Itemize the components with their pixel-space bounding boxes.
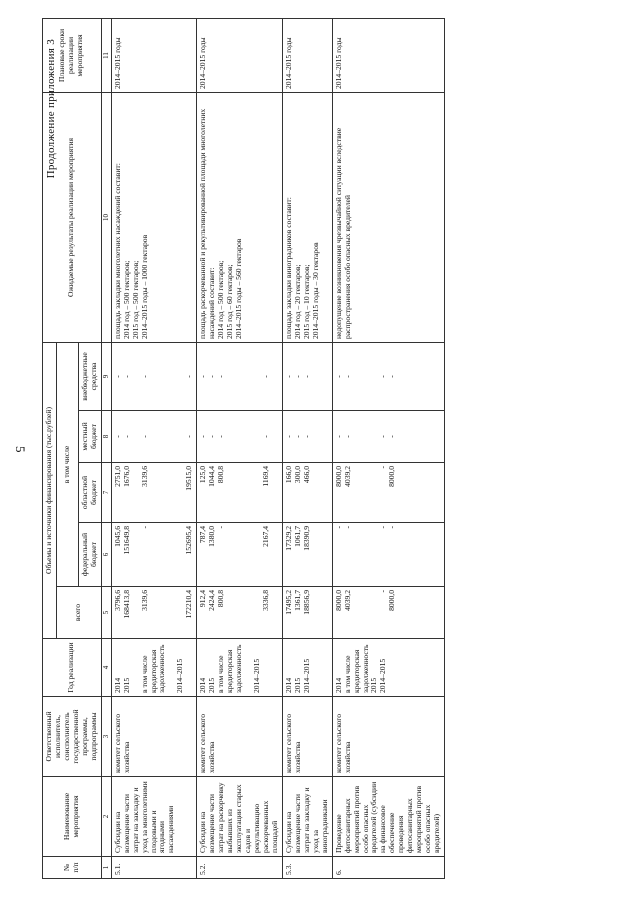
regional: 166,0 300,0 466,0 xyxy=(282,463,332,523)
table-row xyxy=(282,18,332,878)
col-index: 7 xyxy=(101,463,111,523)
header-extra: внебюджетные средства xyxy=(78,342,101,410)
measure-name: Субсидии на возмещение части затрат на закладку и уход за виноградниками xyxy=(282,777,332,857)
col-index: 9 xyxy=(101,342,111,410)
header-regional: областной бюджет xyxy=(78,463,101,523)
col-index: 8 xyxy=(101,411,111,463)
local: - - - - xyxy=(332,411,444,463)
extra: - - - xyxy=(282,342,332,410)
local: - - - - xyxy=(197,411,283,463)
header-results: Ожидаемые результаты реализации мероприятия xyxy=(43,92,102,342)
measure-name: Субсидии на возмещение части затрат на закладку и уход за многолетними плодовыми и ягодными насаждениями xyxy=(111,777,197,857)
executor: комитет сельского хозяйства xyxy=(197,697,283,777)
header-name: Наименование мероприятия xyxy=(43,777,102,857)
federal: 1045,6 151649,8 - 152695,4 xyxy=(111,523,197,587)
total: 17495,2 1361,7 18856,9 xyxy=(282,587,332,639)
regional: 125,0 1044,4 800,8 1169,4 xyxy=(197,463,283,523)
header-funding: Объемы и источники финансирования (тыс.рублей) xyxy=(43,342,57,638)
years: 2014 2015 в том числе кредиторская задолженность 2014–2015 xyxy=(197,639,283,697)
results: площадь закладки многолетних насаждений составит: 2014 год – 500 гектаров; 2015 год – 500 гектаров; 2014–2015 годы – 1000 гектаров xyxy=(111,92,197,342)
col-index: 2 xyxy=(101,777,111,857)
table-row xyxy=(332,18,444,878)
measure-name: Проведение фитосанитарных мероприятий против особо опасных вредителей (субсидии на финансовое обеспечение проведения фитосанитарных мероприятий против особо опасных вредителей) xyxy=(332,777,444,857)
col-index: 5 xyxy=(101,587,111,639)
total: 3796,6 168413,8 3139,6 172210,4 xyxy=(111,587,197,639)
total: 912,4 2424,4 800,8 3336,8 xyxy=(197,587,283,639)
total: 8000,0 4039,2 - 8000,0 xyxy=(332,587,444,639)
terms: 2014–2015 годы xyxy=(282,18,332,92)
terms: 2014–2015 годы xyxy=(111,18,197,92)
terms: 2014–2015 годы xyxy=(332,18,444,92)
header-total: всего xyxy=(56,587,101,639)
years: 2014 в том числе кредиторская задолженность 2015 2014–2015 xyxy=(332,639,444,697)
row-number: 5.1. xyxy=(111,857,197,879)
row-number: 5.3. xyxy=(282,857,332,879)
regional: 8000,0 4039,2 - 8000,0 xyxy=(332,463,444,523)
header-terms: Плановые сроки реализации мероприятия xyxy=(43,18,102,92)
executor: комитет сельского хозяйства xyxy=(332,697,444,777)
local: - - - xyxy=(282,411,332,463)
col-index: 1 xyxy=(101,857,111,879)
page-number: 5 xyxy=(13,446,28,453)
continuation-title: Продолжение приложения 3 xyxy=(45,39,57,179)
header-year: Год реализации xyxy=(43,639,102,697)
row-number: 5.2. xyxy=(197,857,283,879)
header-local: местный бюджет xyxy=(78,411,101,463)
results: недопущение возникновения чрезвычайной ситуации вследствие распространения особо опасных вредителей xyxy=(332,92,444,342)
col-index: 4 xyxy=(101,639,111,697)
federal: 787,4 1380,0 - 2167,4 xyxy=(197,523,283,587)
header-incl: в том числе xyxy=(56,342,78,586)
table-row xyxy=(111,18,197,878)
terms: 2014–2015 годы xyxy=(197,18,283,92)
col-index: 10 xyxy=(101,92,111,342)
col-index: 6 xyxy=(101,523,111,587)
executor: комитет сельского хозяйства xyxy=(111,697,197,777)
federal: - - - - xyxy=(332,523,444,587)
extra: - - - - xyxy=(111,342,197,410)
col-index: 3 xyxy=(101,697,111,777)
header-executor: Ответственный исполнитель, соисполнитель государственной программы, подпрограммы xyxy=(43,697,102,777)
executor: комитет сельского хозяйства xyxy=(282,697,332,777)
local: - - - - xyxy=(111,411,197,463)
federal: 17329,2 1061,7 18390,9 xyxy=(282,523,332,587)
extra: - - - - xyxy=(332,342,444,410)
years: 2014 2015 в том числе кредиторская задолженность 2014–2015 xyxy=(111,639,197,697)
column-index-row xyxy=(101,18,111,878)
header-federal: федеральный бюджет xyxy=(78,523,101,587)
header-no: № п/п xyxy=(43,857,102,879)
measure-name: Субсидии на возмещение части затрат на раскорчевку выбывших из эксплуатации старых садов и рекультивацию раскорчеванных площадей xyxy=(197,777,283,857)
funding-table xyxy=(42,18,445,879)
results: площадь закладки виноградников составит: 2014 год – 20 гектаров; 2015 год – 10 гектаров; 2014–2015 годы – 30 гектаров xyxy=(282,92,332,342)
table-row xyxy=(197,18,283,878)
header-row-1 xyxy=(43,18,57,878)
years: 2014 2015 2014–2015 xyxy=(282,639,332,697)
extra: - - - - xyxy=(197,342,283,410)
row-number: 6. xyxy=(332,857,444,879)
col-index: 11 xyxy=(101,18,111,92)
rotated-page-content xyxy=(30,9,630,889)
regional: 2751,0 1676,0 3139,6 19515,0 xyxy=(111,463,197,523)
results: площадь раскорчеванной и рекультивированной площади многолетних насаждений составит: 2014 год – 500 гектаров; 2015 год – 60 гектаров; 2014–2015 годы – 560 гектаров xyxy=(197,92,283,342)
